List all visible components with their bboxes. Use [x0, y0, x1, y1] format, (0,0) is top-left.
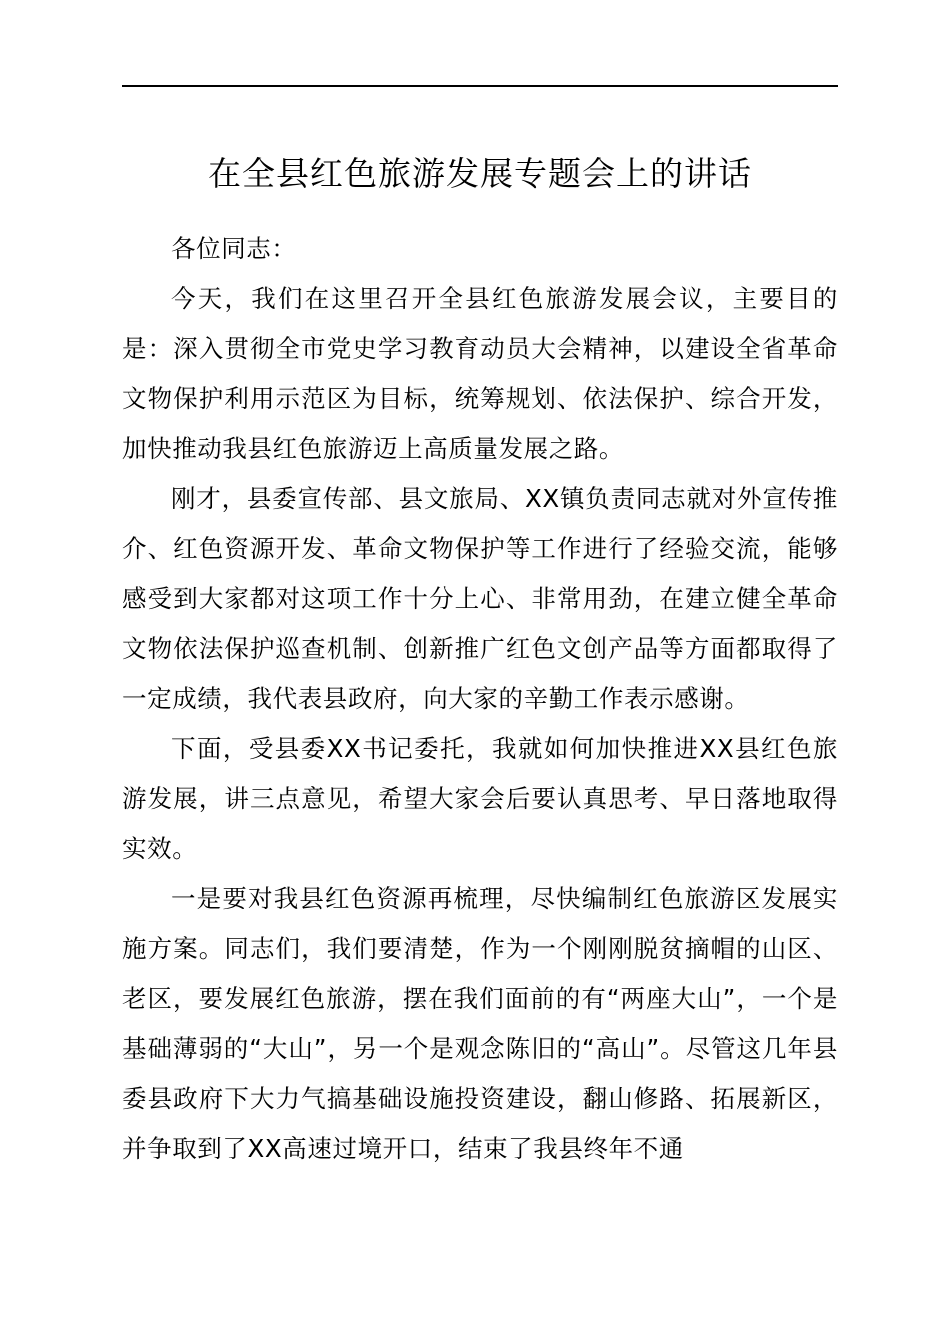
salutation: 各位同志：: [171, 234, 297, 263]
paragraph: 刚才，县委宣传部、县文旅局、XX镇负责同志就对外宣传推介、红色资源开发、革命文物保护等工作进行了经验交流，能够感受到大家都对这项工作十分上心、非常用劲，在建立健全革命文物依法保护巡查机制、创新推广红色文创产品等方面都取得了一定成绩，我代表县政府，向大家的辛勤工作表示感谢。: [122, 484, 838, 713]
header-rule: [122, 85, 838, 87]
document-body: [122, 224, 838, 1174]
paragraph: 今天，我们在这里召开全县红色旅游发展会议，主要目的是：深入贯彻全市党史学习教育动员大会精神，以建设全省革命文物保护利用示范区为目标，统筹规划、依法保护、综合开发，加快推动我县红色旅游迈上高质量发展之路。: [122, 284, 838, 463]
paragraph: 一是要对我县红色资源再梳理，尽快编制红色旅游区发展实施方案。同志们，我们要清楚，作为一个刚刚脱贫摘帽的山区、老区，要发展红色旅游，摆在我们面前的有“两座大山”，一个是基础薄弱的“大山”，另一个是观念陈旧的“高山”。尽管这几年县委县政府下大力气搞基础设施投资建设，翻山修路、拓展新区，并争取到了XX高速过境开口，结束了我县终年不通: [122, 884, 838, 1163]
paragraph: 下面，受县委XX书记委托，我就如何加快推进XX县红色旅游发展，讲三点意见，希望大家会后要认真思考、早日落地取得实效。: [122, 734, 838, 863]
document-title: 在全县红色旅游发展专题会上的讲话: [208, 154, 752, 193]
